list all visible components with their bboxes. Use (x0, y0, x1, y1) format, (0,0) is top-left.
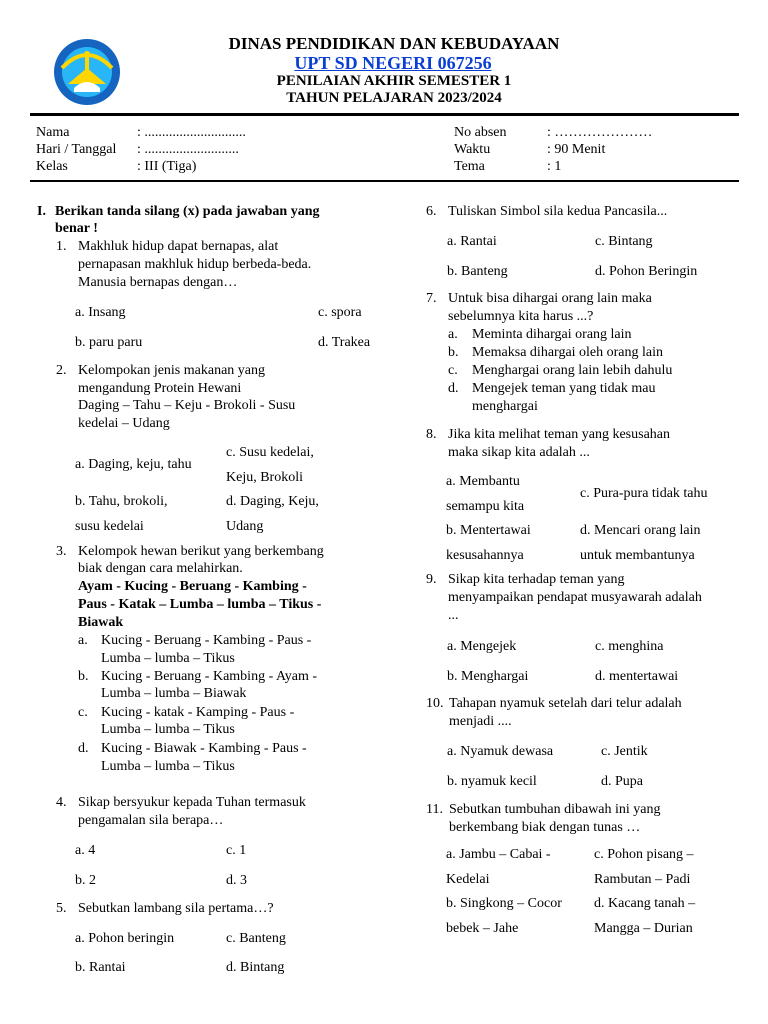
q3-animals: Biawak (78, 615, 124, 630)
q3-option-c-cont: Lumba – lumba – Tikus (101, 722, 235, 737)
q9-option-d[interactable]: d. mentertawai (595, 669, 679, 684)
q5-option-b[interactable]: b. Rantai (75, 960, 126, 975)
q6-option-d[interactable]: d. Pohon Beringin (595, 264, 698, 279)
q11-text: Sebutkan tumbuhan dibawah ini yang (449, 802, 661, 817)
header-divider (30, 113, 739, 116)
q9-text: menyampaikan pendapat musyawarah adalah (448, 590, 702, 605)
section-number: I. (37, 204, 46, 219)
q1-option-b[interactable]: b. paru paru (75, 335, 143, 350)
q3-option-c-letter[interactable]: c. (78, 705, 88, 720)
q11-option-c[interactable]: c. Pohon pisang – (594, 847, 694, 862)
section-instruction-cont: benar ! (55, 221, 98, 236)
absen-field: : ………………… (547, 125, 653, 140)
q1-text: Makhluk hidup dapat bernapas, alat (78, 239, 279, 254)
q8-option-a[interactable]: a. Membantu (446, 474, 520, 489)
q7-text: Untuk bisa dihargai orang lain maka (448, 291, 652, 306)
q3-option-a-letter[interactable]: a. (78, 633, 88, 648)
q10-number: 10. (426, 696, 444, 711)
q1-text: pernapasan makhluk hidup berbeda-beda. (78, 257, 312, 272)
q2-option-d-cont: Udang (226, 519, 264, 534)
q9-number: 9. (426, 572, 437, 587)
q2-option-a[interactable]: a. Daging, keju, tahu (75, 457, 192, 472)
q8-option-d[interactable]: d. Mencari orang lain (580, 523, 701, 538)
q2-text: kedelai – Udang (78, 416, 170, 431)
q11-option-d-cont: Mangga – Durian (594, 921, 693, 936)
hari-label: Hari / Tanggal (36, 142, 117, 157)
q10-option-d[interactable]: d. Pupa (601, 774, 643, 789)
q8-option-d-cont: untuk membantunya (580, 548, 695, 563)
q5-option-d[interactable]: d. Bintang (226, 960, 285, 975)
q3-option-d-cont: Lumba – lumba – Tikus (101, 759, 235, 774)
kelas-field: : III (Tiga) (137, 159, 197, 174)
q4-text: Sikap bersyukur kepada Tuhan termasuk (78, 795, 306, 810)
header-school-link[interactable]: UPT SD NEGERI 067256 (294, 53, 492, 73)
header-year: TAHUN PELAJARAN 2023/2024 (286, 90, 502, 106)
header-exam: PENILAIAN AKHIR SEMESTER 1 (276, 73, 512, 89)
q1-option-a[interactable]: a. Insang (75, 305, 126, 320)
q11-number: 11. (426, 802, 443, 817)
q5-option-c[interactable]: c. Banteng (226, 931, 286, 946)
waktu-field: : 90 Menit (547, 142, 606, 157)
q9-option-a[interactable]: a. Mengejek (447, 639, 517, 654)
q4-option-c[interactable]: c. 1 (226, 843, 247, 858)
q2-option-b[interactable]: b. Tahu, brokoli, (75, 494, 168, 509)
q7-option-a[interactable]: Meminta dihargai orang lain (472, 327, 632, 342)
waktu-label: Waktu (454, 142, 491, 157)
q10-text: Tahapan nyamuk setelah dari telur adalah (449, 696, 682, 711)
q6-option-c[interactable]: c. Bintang (595, 234, 653, 249)
nama-label: Nama (36, 125, 70, 140)
q10-option-c[interactable]: c. Jentik (601, 744, 648, 759)
q9-text: Sikap kita terhadap teman yang (448, 572, 625, 587)
q11-option-a[interactable]: a. Jambu – Cabai - (446, 847, 551, 862)
q7-text: sebelumnya kita harus ...? (448, 309, 594, 324)
q7-option-b-letter[interactable]: b. (448, 345, 459, 360)
q1-number: 1. (56, 239, 67, 254)
q3-option-a[interactable]: Kucing - Beruang - Kambing - Paus - (101, 633, 312, 648)
tema-label: Tema (454, 159, 485, 174)
q10-option-a[interactable]: a. Nyamuk dewasa (447, 744, 554, 759)
tema-field: : 1 (547, 159, 562, 174)
q1-text: Manusia bernapas dengan… (78, 275, 238, 290)
q9-option-c[interactable]: c. menghina (595, 639, 664, 654)
q11-option-b-cont: bebek – Jahe (446, 921, 519, 936)
q1-option-d[interactable]: d. Trakea (318, 335, 371, 350)
q6-number: 6. (426, 204, 437, 219)
q2-text: Kelompokan jenis makanan yang (78, 363, 266, 378)
hari-field: : ........................... (137, 142, 239, 157)
q3-animals: Paus - Katak – Lumba – lumba – Tikus - (78, 597, 322, 612)
q9-text: ... (448, 608, 459, 623)
q7-option-a-letter[interactable]: a. (448, 327, 458, 342)
q1-option-c[interactable]: c. spora (318, 305, 362, 320)
q5-number: 5. (56, 901, 67, 916)
q7-option-c-letter[interactable]: c. (448, 363, 458, 378)
q4-option-b[interactable]: b. 2 (75, 873, 96, 888)
q3-option-b-cont: Lumba – lumba – Biawak (101, 686, 247, 701)
q4-number: 4. (56, 795, 67, 810)
q6-text: Tuliskan Simbol sila kedua Pancasila... (448, 204, 668, 219)
q8-option-a-cont: semampu kita (446, 499, 525, 514)
q11-option-d[interactable]: d. Kacang tanah – (594, 896, 696, 911)
q11-option-b[interactable]: b. Singkong – Cocor (446, 896, 562, 911)
q4-option-d[interactable]: d. 3 (226, 873, 247, 888)
q3-option-b-letter[interactable]: b. (78, 669, 89, 684)
q8-option-b-cont: kesusahannya (446, 548, 524, 563)
q7-number: 7. (426, 291, 437, 306)
q8-option-b[interactable]: b. Mentertawai (446, 523, 531, 538)
q7-option-d-letter[interactable]: d. (448, 381, 459, 396)
q11-option-c-cont: Rambutan – Padi (594, 872, 691, 887)
q3-option-d-letter[interactable]: d. (78, 741, 89, 756)
q8-number: 8. (426, 427, 437, 442)
q2-text: mengandung Protein Hewani (78, 381, 242, 396)
q5-option-a[interactable]: a. Pohon beringin (75, 931, 175, 946)
header-agency: DINAS PENDIDIKAN DAN KEBUDAYAAN (228, 34, 560, 53)
q3-option-c[interactable]: Kucing - katak - Kamping - Paus - (101, 705, 295, 720)
q4-text: pengamalan sila berapa… (78, 813, 224, 828)
q9-option-b[interactable]: b. Menghargai (447, 669, 529, 684)
q6-option-a[interactable]: a. Rantai (447, 234, 497, 249)
q10-option-b[interactable]: b. nyamuk kecil (447, 774, 537, 789)
q8-option-c[interactable]: c. Pura-pura tidak tahu (580, 486, 708, 501)
q2-option-b-cont: susu kedelai (75, 519, 144, 534)
q2-option-c[interactable]: c. Susu kedelai, (226, 445, 314, 460)
q7-option-d-cont: menghargai (472, 399, 538, 414)
q11-option-a-cont: Kedelai (446, 872, 490, 887)
q4-option-a[interactable]: a. 4 (75, 843, 96, 858)
q11-text: berkembang biak dengan tunas … (449, 820, 641, 835)
section-instruction: Berikan tanda silang (x) pada jawaban yang (55, 204, 320, 219)
q8-text: maka sikap kita adalah ... (448, 445, 590, 460)
q2-option-d[interactable]: d. Daging, Keju, (226, 494, 319, 509)
q6-option-b[interactable]: b. Banteng (447, 264, 508, 279)
absen-label: No absen (454, 125, 507, 140)
q7-option-c[interactable]: Menghargai orang lain lebih dahulu (472, 363, 673, 378)
q2-number: 2. (56, 363, 67, 378)
q3-option-a-cont: Lumba – lumba – Tikus (101, 651, 235, 666)
nama-field: : ............................. (137, 125, 246, 140)
q3-option-b[interactable]: Kucing - Beruang - Kambing - Ayam - (101, 669, 318, 684)
q3-animals: Ayam - Kucing - Beruang - Kambing - (78, 579, 307, 594)
q7-option-b[interactable]: Memaksa dihargai oleh orang lain (472, 345, 664, 360)
info-divider (30, 180, 739, 182)
q3-number: 3. (56, 544, 67, 559)
q7-option-d[interactable]: Mengejek teman yang tidak mau (472, 381, 656, 396)
q2-text: Daging – Tahu – Keju - Brokoli - Susu (78, 398, 296, 413)
q3-text: Kelompok hewan berikut yang berkembang (78, 544, 324, 559)
kelas-label: Kelas (36, 159, 68, 174)
q3-option-d[interactable]: Kucing - Biawak - Kambing - Paus - (101, 741, 307, 756)
q2-option-c-cont: Keju, Brokoli (226, 470, 303, 485)
q3-text: biak dengan cara melahirkan. (78, 561, 243, 576)
q5-text: Sebutkan lambang sila pertama…? (78, 901, 274, 916)
q8-text: Jika kita melihat teman yang kesusahan (448, 427, 670, 442)
q10-text: menjadi .... (449, 714, 512, 729)
